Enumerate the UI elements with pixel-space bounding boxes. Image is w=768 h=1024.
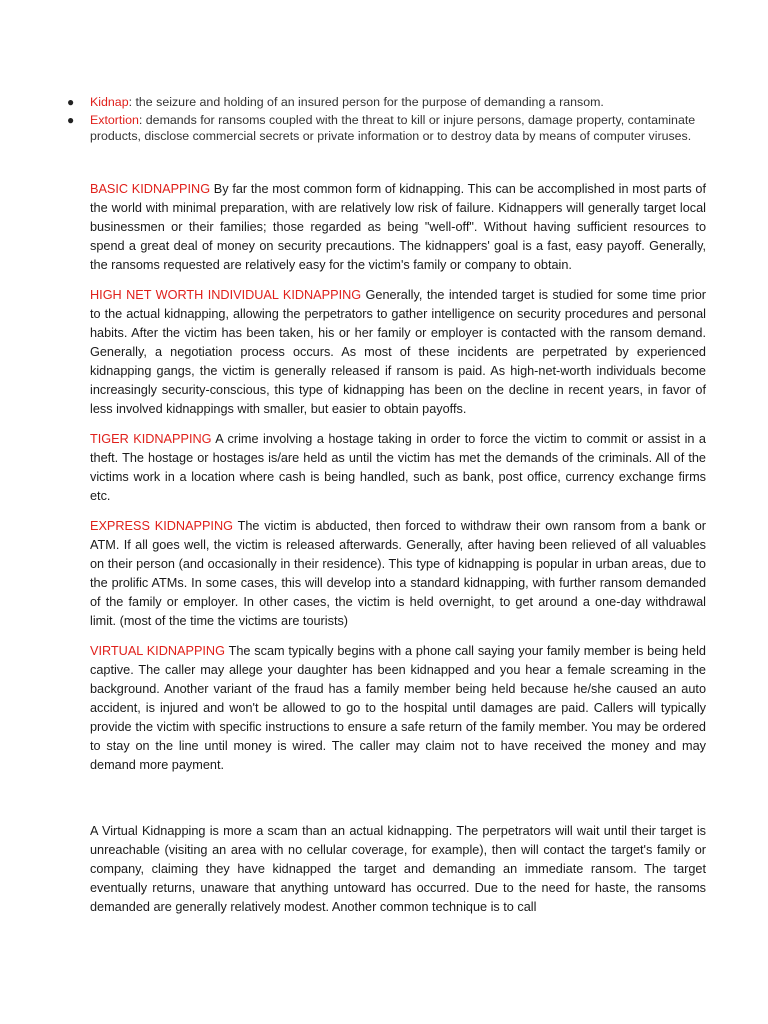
section-body: A crime involving a hostage taking in order to force the victim to commit or assist in a theft. The hostage or hostages is/are held as until the victim has met the demands of the criminals. All of the victims work in a location where cash is being handled, such as bank, post office, currency exchange firms etc. — [90, 432, 706, 503]
section-tiger-kidnapping — [90, 430, 706, 506]
definition-list — [62, 94, 702, 146]
section-heading: HIGH NET WORTH INDIVIDUAL KIDNAPPING — [90, 288, 362, 302]
section-virtual-kidnapping — [90, 642, 706, 775]
kidnapping-types — [90, 180, 706, 786]
section-express-kidnapping — [90, 517, 706, 631]
section-heading: BASIC KIDNAPPING — [90, 182, 211, 196]
section-body: The victim is abducted, then forced to withdraw their own ransom from a bank or ATM. If all goes well, the victim is released afterwards. Generally, after having been relieved of all valuables on their person (and occasionally in their residence). This type of kidnapping is popular in urban areas, due to the prolific ATMs. In some cases, this will develop into a standard kidnapping, with further ransom demanded of the family or employer. In other cases, the victim is held overnight, to get around a one-day withdrawal limit. (most of the time the victims are tourists) — [90, 519, 707, 628]
definition-text: : the seizure and holding of an insured person for the purpose of demanding a ransom. — [128, 95, 604, 109]
definition-term: Extortion — [90, 113, 139, 127]
section-heading: EXPRESS KIDNAPPING — [90, 519, 233, 533]
bullet-dot-icon: ● — [67, 95, 75, 109]
definition-text: : demands for ransoms coupled with the threat to kill or injure persons, damage property, contaminate products, disclose commercial secrets or private information or to destroy data by means of computer viruses. — [90, 113, 696, 143]
section-basic-kidnapping — [90, 180, 706, 275]
section-body: By far the most common form of kidnapping. This can be accomplished in most parts of the world with minimal preparation, with are relatively low risk of failure. Kidnappers will generally target local businessmen or their families; those regarded as being "well-off". Without having sufficient resources to spend a great deal of money on security precautions. The kidnappers' goal is a fast, easy payoff. Generally, the ransoms requested are relatively easy for the victim's family or company to obtain. — [90, 182, 706, 272]
definition-item-kidnap — [62, 94, 702, 110]
definition-item-extortion — [62, 112, 702, 144]
final-paragraph: A Virtual Kidnapping is more a scam than an actual kidnapping. The perpetrators will wait until their target is unreachable (visiting an area with no cellular coverage, for example), then will contact the target's family or company, claiming they have kidnapped the target and demanding an immediate ransom. The target eventually returns, unaware that anything untoward has occurred. Due to the need for haste, the ransoms demanded are generally relatively modest. Another common technique is to call — [90, 824, 706, 914]
section-high-net-worth-kidnapping — [90, 286, 706, 419]
definition-term: Kidnap — [90, 95, 129, 109]
bullet-dot-icon: ● — [67, 113, 75, 127]
section-heading: VIRTUAL KIDNAPPING — [90, 644, 225, 658]
section-body: The scam typically begins with a phone call saying your family member is being held captive. The caller may allege your daughter has been kidnapped and you hear a female screaming in the background. Another variant of the fraud has a family member being held because he/she caused an auto accident, is injured and won't be allowed to go to the hospital until damages are paid. Callers will typically provide the victim with specific instructions to ensure a safe return of the family member. You may be ordered to stay on the line until money is wired. The caller may claim not to have received the money and may demand more payment. — [90, 644, 706, 772]
section-heading: TIGER KIDNAPPING — [90, 432, 212, 446]
section-body: Generally, the intended target is studied for some time prior to the actual kidnapping, allowing the perpetrators to gather intelligence on security procedures and personal habits. After the victim has been taken, his or her family or employer is contacted with the ransom demand. Generally, a negotiation process occurs. As most of these incidents are perpetrated by experienced kidnapping gangs, the victim is generally released if ransom is paid. As high-net-worth individuals become increasingly security-conscious, this type of kidnapping has been on the decline in recent years, in favor of less involved kidnappings with smaller, but easier to obtain payoffs. — [90, 288, 706, 416]
